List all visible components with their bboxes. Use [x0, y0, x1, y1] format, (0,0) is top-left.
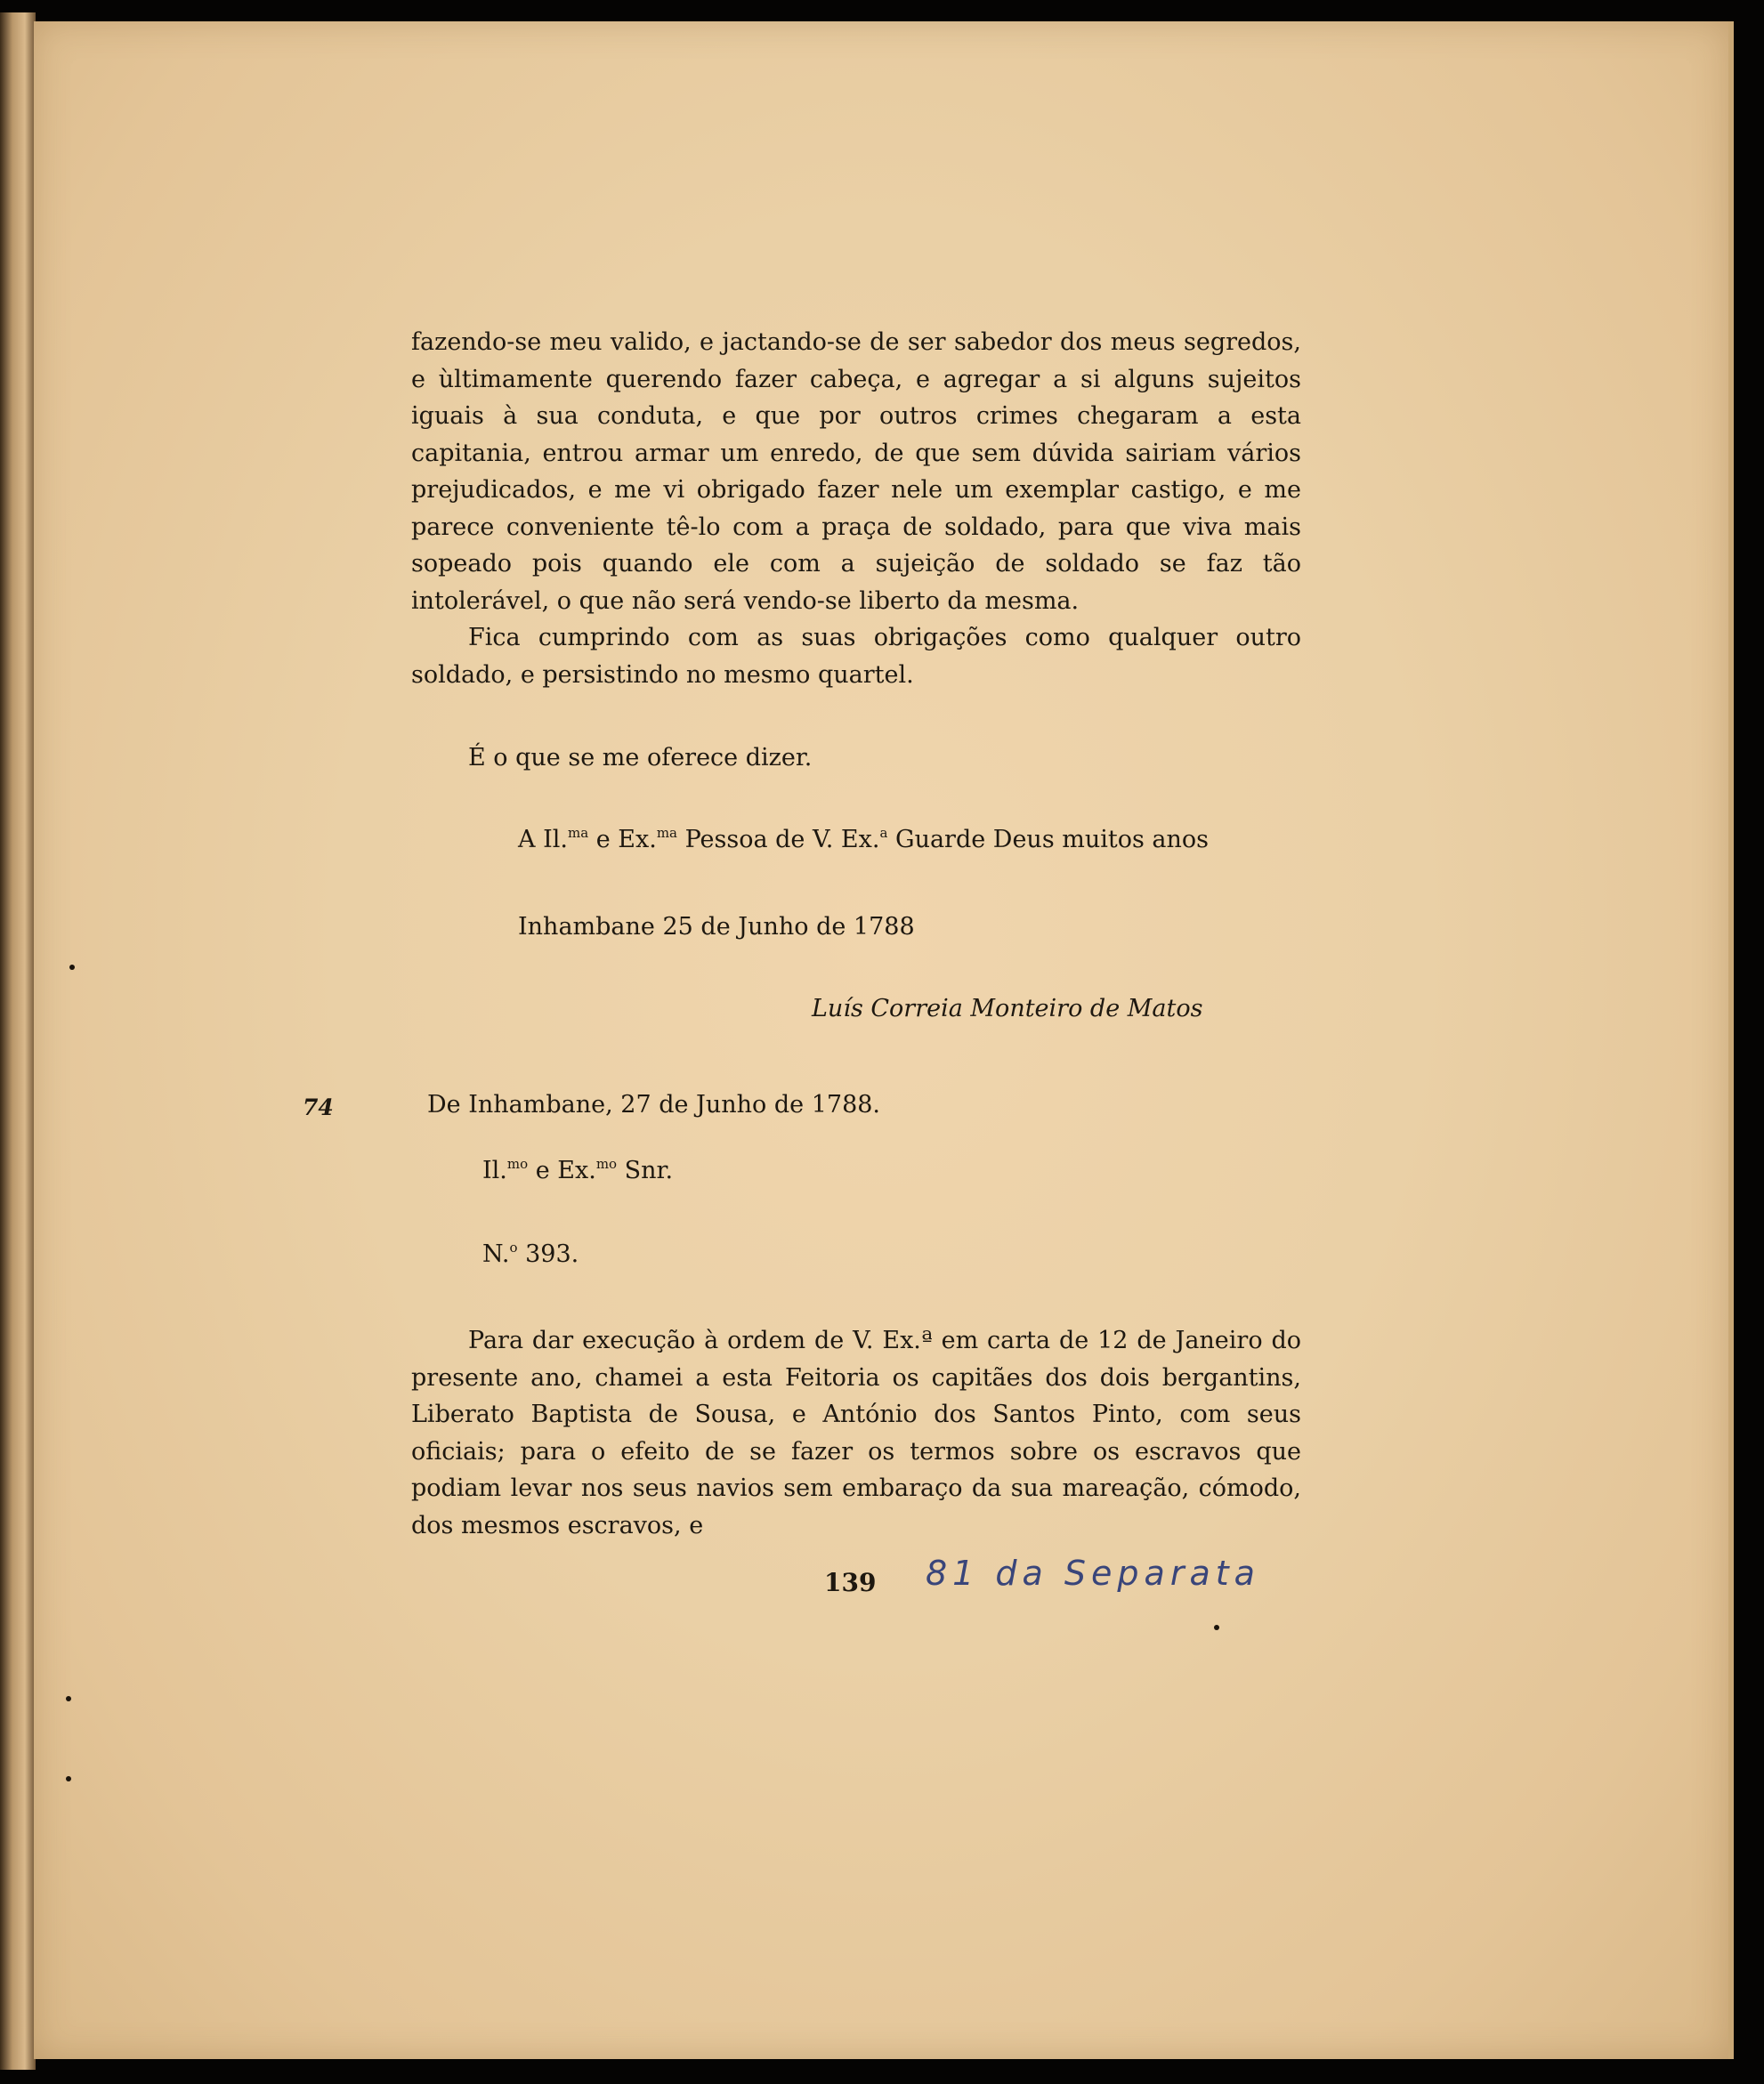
salutation-sup-1: ma: [567, 825, 589, 841]
letter-body-continuation: [411, 324, 1301, 693]
handwritten-note: 81 da Separata: [926, 1554, 1260, 1593]
address-sup-1: mo: [506, 1156, 529, 1172]
new-letter-paragraph: Para dar execução à ordem de V. Ex.ª em carta de 12 de Janeiro do presente ano, chamei a esta Feitoria os capitães dos dois bergantins, Liberato Baptista de Sousa, e António dos Santos Pinto, com seus oficiais; para o efeito de se fazer os termos sobre os escravos que podiam levar nos seus navios sem embaraço da sua mareação, cómodo, dos mesmos escravos, e: [411, 1327, 1301, 1539]
salutation-part-4: Guarde Deus muitos anos: [887, 826, 1210, 853]
letter-number: 74: [303, 1095, 334, 1120]
number-label-part-1: N.: [482, 1240, 510, 1268]
salutation-part-3: Pessoa de V. Ex.: [676, 826, 880, 853]
paper-speck: [66, 1696, 71, 1701]
address-line: [482, 1157, 673, 1184]
address-part-1: Il.: [482, 1157, 507, 1184]
page-number: 139: [824, 1568, 877, 1597]
number-label-part-2: 393.: [517, 1240, 579, 1268]
paper-speck: [69, 965, 75, 970]
salutation-sup-2: ma: [656, 825, 677, 841]
closing-statement: É o que se me oferece dizer.: [468, 744, 813, 771]
paper-speck: [1214, 1625, 1219, 1630]
previous-page-edge: [0, 12, 36, 2070]
new-letter-body: [411, 1322, 1301, 1544]
number-label-sup-1: o: [509, 1240, 518, 1256]
salutation: [518, 826, 1209, 853]
signature: Luís Correia Monteiro de Matos: [812, 995, 1203, 1022]
place-date: Inhambane 25 de Junho de 1788: [518, 913, 915, 941]
letter-heading: De Inhambane, 27 de Junho de 1788.: [427, 1091, 881, 1119]
salutation-sup-3: a: [879, 825, 888, 841]
salutation-part-2: e Ex.: [588, 826, 657, 853]
number-label: [482, 1240, 579, 1268]
address-part-3: Snr.: [617, 1157, 674, 1184]
continuation-paragraph: fazendo-se meu valido, e jactando-se de ser sabedor dos meus segredos, e ùltimamente querendo fazer cabeça, e agregar a si alguns sujeitos iguais à sua conduta, e que por outros crimes chegaram a esta capitania, entrou armar um enredo, de que sem dúvida sairiam vários prejudicados, e me vi obrigado fazer nele um exemplar castigo, e me parece conveniente tê-lo com a praça de soldado, para que viva mais sopeado pois quando ele com a sujeição de soldado se faz tão intolerável, o que não será vendo-se liberto da mesma.: [411, 328, 1301, 615]
address-sup-2: mo: [595, 1156, 618, 1172]
page-sheet: [34, 21, 1734, 2059]
paper-speck: [66, 1776, 71, 1781]
second-paragraph: Fica cumprindo com as suas obrigações como qualquer outro soldado, e persistindo no mesmo quartel.: [411, 624, 1301, 689]
salutation-part-1: A Il.: [518, 826, 568, 853]
address-part-2: e Ex.: [528, 1157, 596, 1184]
